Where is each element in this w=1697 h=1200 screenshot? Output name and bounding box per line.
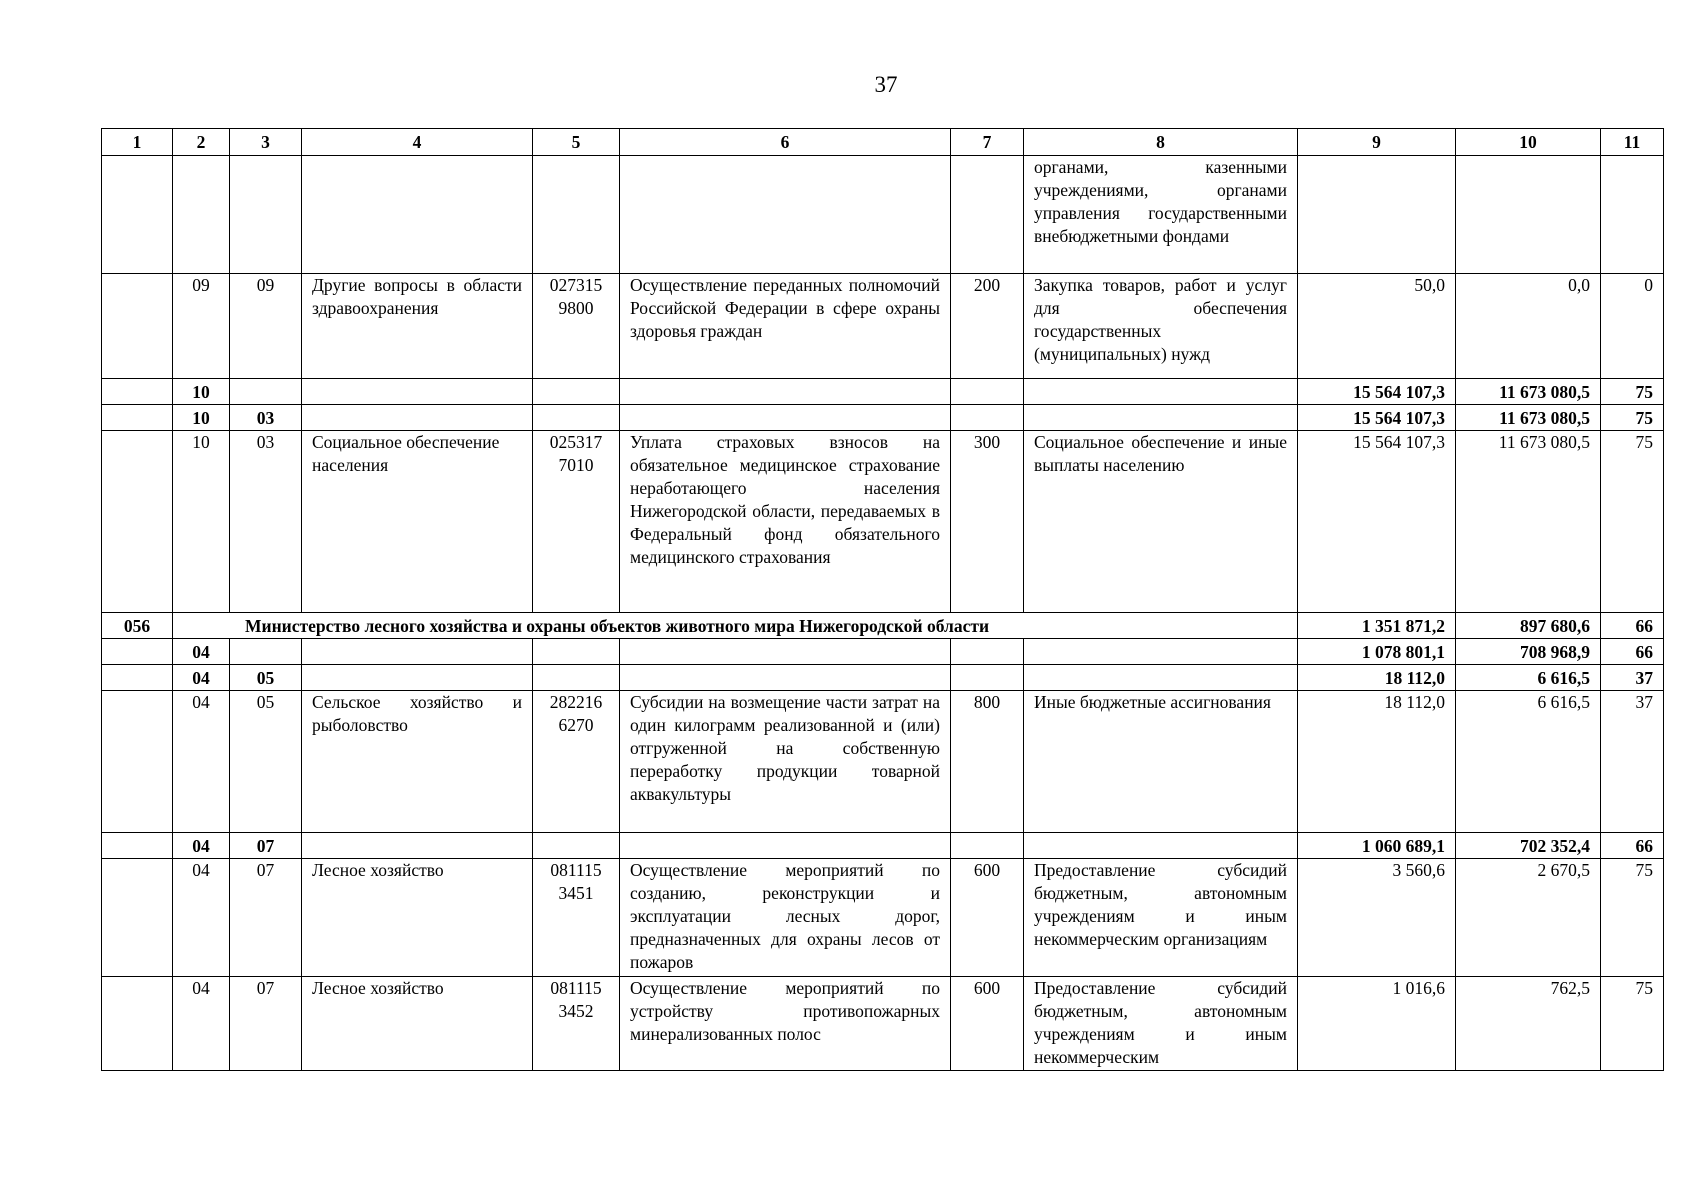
cell-col5 — [533, 379, 620, 405]
cell-subsection — [230, 379, 302, 405]
cell-col1 — [102, 431, 173, 613]
cell-actual-amount: 762,5 — [1456, 977, 1601, 1071]
cell-col7 — [951, 665, 1024, 691]
cell-subsection: 05 — [230, 665, 302, 691]
cell-col1 — [102, 274, 173, 379]
cell-section: 04 — [173, 691, 230, 833]
cell-plan-amount: 15 564 107,3 — [1298, 431, 1456, 613]
cell-actual-amount: 11 673 080,5 — [1456, 405, 1601, 431]
cell-expense-code: 600 — [951, 859, 1024, 977]
table-row — [102, 274, 1664, 379]
cell-plan-amount: 15 564 107,3 — [1298, 379, 1456, 405]
table-row — [102, 859, 1664, 977]
cell-description: Осуществление переданных полномочий Российской Федерации в сфере охраны здоровья граждан — [620, 274, 951, 379]
cell-percent: 37 — [1601, 665, 1664, 691]
cell-section-name: Лесное хозяйство — [302, 977, 533, 1071]
cell-col5 — [533, 405, 620, 431]
cell-section-name: Другие вопросы в области здравоохранения — [302, 274, 533, 379]
cell-plan-amount: 15 564 107,3 — [1298, 405, 1456, 431]
cell-subsection: 03 — [230, 431, 302, 613]
cell-col4 — [302, 405, 533, 431]
cell-section: 04 — [173, 977, 230, 1071]
cell-section: 04 — [173, 859, 230, 977]
cell-col1 — [102, 859, 173, 977]
cell-col10 — [1456, 156, 1601, 274]
column-header-9: 9 — [1298, 129, 1456, 156]
cell-subsection: 07 — [230, 977, 302, 1071]
cell-description: Осуществление мероприятий по устройству противопожарных минерализованных полос — [620, 977, 951, 1071]
cell-plan-amount: 1 078 801,1 — [1298, 639, 1456, 665]
cell-section: 10 — [173, 379, 230, 405]
cell-expense-code: 600 — [951, 977, 1024, 1071]
column-header-3: 3 — [230, 129, 302, 156]
cell-col5 — [533, 639, 620, 665]
cell-section: 04 — [173, 833, 230, 859]
cell-percent: 66 — [1601, 613, 1664, 639]
cell-col4 — [302, 639, 533, 665]
cell-subsection: 05 — [230, 691, 302, 833]
cell-target-code: 282216 6270 — [533, 691, 620, 833]
subtotal-row — [102, 665, 1664, 691]
cell-actual-amount: 2 670,5 — [1456, 859, 1601, 977]
subtotal-row — [102, 405, 1664, 431]
cell-col5 — [533, 665, 620, 691]
cell-percent: 66 — [1601, 833, 1664, 859]
table-row — [102, 691, 1664, 833]
column-header-10: 10 — [1456, 129, 1601, 156]
cell-col4 — [302, 833, 533, 859]
page-number: 37 — [874, 72, 898, 97]
cell-expense-code: 300 — [951, 431, 1024, 613]
column-header-11: 11 — [1601, 129, 1664, 156]
cell-percent: 66 — [1601, 639, 1664, 665]
cell-plan-amount: 1 060 689,1 — [1298, 833, 1456, 859]
cell-ministry-code: 056 — [102, 613, 173, 639]
cell-subsection: 03 — [230, 405, 302, 431]
cell-percent: 75 — [1601, 431, 1664, 613]
cell-description: Осуществление мероприятий по созданию, реконструкции и эксплуатации лесных дорог, предназначенных для охраны лесов от пожаров — [620, 859, 951, 977]
cell-actual-amount: 708 968,9 — [1456, 639, 1601, 665]
column-header-8: 8 — [1024, 129, 1298, 156]
cell-col6 — [620, 379, 951, 405]
subtotal-row — [102, 833, 1664, 859]
cell-ministry-name: Министерство лесного хозяйства и охраны объектов животного мира Нижегородской области — [173, 613, 1298, 639]
cell-section-name: Социальное обеспечение населения — [302, 431, 533, 613]
cell-target-code: 081115 3452 — [533, 977, 620, 1071]
cell-col9 — [1298, 156, 1456, 274]
cell-expense-type: Иные бюджетные ассигнования — [1024, 691, 1298, 833]
table-row — [102, 156, 1664, 274]
cell-col5 — [533, 833, 620, 859]
cell-col1 — [102, 379, 173, 405]
cell-col7 — [951, 379, 1024, 405]
cell-section: 04 — [173, 665, 230, 691]
budget-table — [101, 128, 1664, 1071]
cell-actual-amount: 11 673 080,5 — [1456, 379, 1601, 405]
cell-expense-type: органами, казенными учреждениями, органами управления государственными внебюджетными фондами — [1024, 156, 1298, 274]
cell-col11 — [1601, 156, 1664, 274]
cell-actual-amount: 897 680,6 — [1456, 613, 1601, 639]
cell-col8 — [1024, 665, 1298, 691]
cell-col4 — [302, 379, 533, 405]
column-header-2: 2 — [173, 129, 230, 156]
column-header-1: 1 — [102, 129, 173, 156]
cell-target-code: 025317 7010 — [533, 431, 620, 613]
cell-plan-amount: 18 112,0 — [1298, 691, 1456, 833]
cell-subsection: 09 — [230, 274, 302, 379]
table-row — [102, 431, 1664, 613]
cell-col8 — [1024, 639, 1298, 665]
cell-col6 — [620, 156, 951, 274]
header-row — [102, 129, 1664, 156]
subtotal-row — [102, 379, 1664, 405]
cell-expense-type: Предоставление субсидий бюджетным, автономным учреждениям и иным некоммерческим организациям — [1024, 859, 1298, 977]
column-header-7: 7 — [951, 129, 1024, 156]
cell-col1 — [102, 639, 173, 665]
subtotal-row — [102, 639, 1664, 665]
cell-col1 — [102, 833, 173, 859]
cell-section: 10 — [173, 431, 230, 613]
cell-col8 — [1024, 379, 1298, 405]
cell-col2 — [173, 156, 230, 274]
column-header-4: 4 — [302, 129, 533, 156]
cell-actual-amount: 6 616,5 — [1456, 665, 1601, 691]
cell-col1 — [102, 156, 173, 274]
cell-section-name: Лесное хозяйство — [302, 859, 533, 977]
cell-expense-type: Закупка товаров, работ и услуг для обеспечения государственных (муниципальных) нужд — [1024, 274, 1298, 379]
cell-col3 — [230, 156, 302, 274]
cell-percent: 75 — [1601, 977, 1664, 1071]
cell-col1 — [102, 977, 173, 1071]
cell-plan-amount: 3 560,6 — [1298, 859, 1456, 977]
cell-col7 — [951, 405, 1024, 431]
cell-col7 — [951, 156, 1024, 274]
cell-section: 10 — [173, 405, 230, 431]
column-header-5: 5 — [533, 129, 620, 156]
cell-col8 — [1024, 833, 1298, 859]
cell-col1 — [102, 665, 173, 691]
cell-actual-amount: 11 673 080,5 — [1456, 431, 1601, 613]
cell-plan-amount: 1 016,6 — [1298, 977, 1456, 1071]
cell-actual-amount: 0,0 — [1456, 274, 1601, 379]
cell-col4 — [302, 156, 533, 274]
cell-col6 — [620, 639, 951, 665]
cell-col4 — [302, 665, 533, 691]
cell-col6 — [620, 833, 951, 859]
cell-col6 — [620, 665, 951, 691]
cell-col7 — [951, 833, 1024, 859]
cell-percent: 75 — [1601, 379, 1664, 405]
column-header-6: 6 — [620, 129, 951, 156]
cell-section: 09 — [173, 274, 230, 379]
cell-actual-amount: 702 352,4 — [1456, 833, 1601, 859]
cell-plan-amount: 18 112,0 — [1298, 665, 1456, 691]
cell-col8 — [1024, 405, 1298, 431]
cell-plan-amount: 50,0 — [1298, 274, 1456, 379]
cell-section-name: Сельское хозяйство и рыболовство — [302, 691, 533, 833]
cell-description: Субсидии на возмещение части затрат на один килограмм реализованной и (или) отгруженной на собственную переработку продукции товарной аквакультуры — [620, 691, 951, 833]
cell-percent: 75 — [1601, 405, 1664, 431]
cell-plan-amount: 1 351 871,2 — [1298, 613, 1456, 639]
cell-percent: 37 — [1601, 691, 1664, 833]
cell-percent: 75 — [1601, 859, 1664, 977]
cell-section: 04 — [173, 639, 230, 665]
ministry-row — [102, 613, 1664, 639]
cell-expense-type: Социальное обеспечение и иные выплаты населению — [1024, 431, 1298, 613]
cell-expense-code: 800 — [951, 691, 1024, 833]
cell-col1 — [102, 691, 173, 833]
cell-subsection — [230, 639, 302, 665]
cell-target-code: 081115 3451 — [533, 859, 620, 977]
cell-col1 — [102, 405, 173, 431]
cell-col7 — [951, 639, 1024, 665]
cell-target-code: 027315 9800 — [533, 274, 620, 379]
table-row — [102, 977, 1664, 1071]
cell-subsection: 07 — [230, 859, 302, 977]
cell-subsection: 07 — [230, 833, 302, 859]
cell-col5 — [533, 156, 620, 274]
cell-expense-type: Предоставление субсидий бюджетным, автономным учреждениям и иным некоммерческим — [1024, 977, 1298, 1071]
cell-col6 — [620, 405, 951, 431]
cell-description: Уплата страховых взносов на обязательное медицинское страхование неработающего населения Нижегородской области, передаваемых в Федеральный фонд обязательного медицинского страхования — [620, 431, 951, 613]
cell-expense-code: 200 — [951, 274, 1024, 379]
cell-actual-amount: 6 616,5 — [1456, 691, 1601, 833]
cell-percent: 0 — [1601, 274, 1664, 379]
